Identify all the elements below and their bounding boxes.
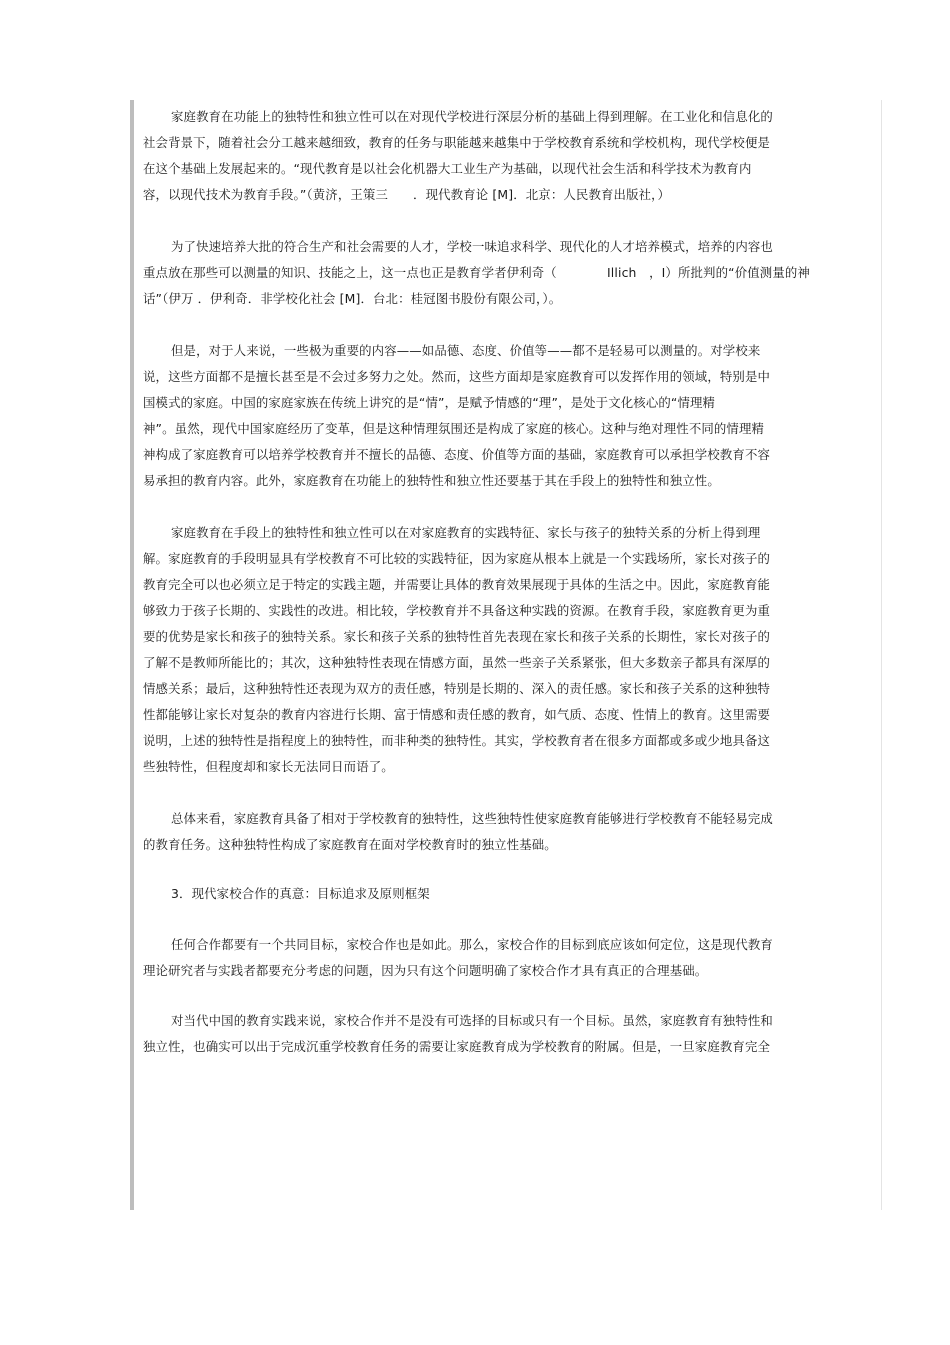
- article-body: [143, 104, 855, 1060]
- paragraph-3: [143, 338, 855, 494]
- text-line: 够致力于孩子长期的、实践性的改进。相比较，学校教育并不具备这种实践的资源。在教育手段，家庭教育更为重: [143, 603, 771, 618]
- text-line: 国模式的家庭。中国的家庭家族在传统上讲究的是“情”，是赋予情感的“理”，是处于文化核心的“情理精: [143, 395, 716, 410]
- text-line: 家庭教育在手段上的独特性和独立性可以在对家庭教育的实践特征、家长与孩子的独特关系的分析上得到理: [171, 525, 761, 540]
- text-line: 教育完全可以也必须立足于特定的实践主题，并需要让具体的教育效果展现于具体的生活之中。因此，家庭教育能: [143, 577, 771, 592]
- text-line: 为了快速培养大批的符合生产和社会需要的人才，学校一味追求科学、现代化的人才培养模式，培养的内容也: [171, 239, 773, 254]
- paragraph-7: [143, 1008, 855, 1060]
- text-line: 神构成了家庭教育可以培养学校教育并不擅长的品德、态度、价值等方面的基础，家庭教育可以承担学校教育不容: [143, 447, 771, 462]
- text-line: 情感关系；最后，这种独特性还表现为双方的责任感，特别是长期的、深入的责任感。家长和孩子关系的这种独特: [143, 681, 771, 696]
- text-line: 说，这些方面都不是擅长甚至是不会过多努力之处。然而，这些方面却是家庭教育可以发挥作用的领域，特别是中: [143, 369, 771, 384]
- text-line: 在这个基础上发展起来的。“现代教育是以社会化机器大工业生产为基础，以现代社会生活和科学技术为教育内: [143, 161, 752, 176]
- text-line: 的教育任务。这种独特性构成了家庭教育在面对学校教育时的独立性基础。: [143, 837, 557, 852]
- text-line: 容，以现代技术为教育手段。”（黄济，王策三 ．现代教育论 [M]．北京：人民教育出版社，）: [143, 187, 671, 202]
- text-line: 家庭教育在功能上的独特性和独立性可以在对现代学校进行深层分析的基础上得到理解。在工业化和信息化的: [171, 109, 773, 124]
- text-line: 社会背景下，随着社会分工越来越细致，教育的任务与职能越来越集中于学校教育系统和学校机构，现代学校便是: [143, 135, 771, 150]
- text-line: 要的优势是家长和孩子的独特关系。家长和孩子关系的独特性首先表现在家长和孩子关系的长期性，家长对孩子的: [143, 629, 771, 644]
- text-line: 但是，对于人来说，一些极为重要的内容——如品德、态度、价值等——都不是轻易可以测量的。对学校来: [171, 343, 761, 358]
- text-line: 了解不是教师所能比的；其次，这种独特性表现在情感方面，虽然一些亲子关系紧张，但大多数亲子都具有深厚的: [143, 655, 771, 670]
- left-border-bar: [130, 100, 134, 1210]
- text-line: 易承担的教育内容。此外，家庭教育在功能上的独特性和独立性还要基于其在手段上的独特性和独立性。: [143, 473, 720, 488]
- text-line: 些独特性，但程度却和家长无法同日而语了。: [143, 759, 394, 774]
- text-line: 性都能够让家长对复杂的教育内容进行长期、富于情感和责任感的教育，如气质、态度、性情上的教育。这里需要: [143, 707, 771, 722]
- text-line: 独立性，也确实可以出于完成沉重学校教育任务的需要让家庭教育成为学校教育的附属。但是，一旦家庭教育完全: [143, 1039, 771, 1054]
- paragraph-6: [143, 932, 855, 984]
- text-line: 重点放在那些可以测量的知识、技能之上，这一点也正是教育学者伊利奇（ Illich ，I）所批判的“价值测量的神: [143, 265, 810, 280]
- text-line: 解。家庭教育的手段明显具有学校教育不可比较的实践特征，因为家庭从根本上就是一个实践场所，家长对孩子的: [143, 551, 771, 566]
- text-line: 理论研究者与实践者都要充分考虑的问题，因为只有这个问题明确了家校合作才具有真正的合理基础。: [143, 963, 708, 978]
- text-line: 神”。虽然，现代中国家庭经历了变革，但是这种情理氛围还是构成了家庭的核心。这种与绝对理性不同的情理精: [143, 421, 765, 436]
- paragraph-2: [143, 234, 855, 312]
- text-line: 3．现代家校合作的真意：目标追求及原则框架: [171, 886, 430, 901]
- paragraph-5: [143, 806, 855, 858]
- paragraph-4: [143, 520, 855, 780]
- text-line: 对当代中国的教育实践来说，家校合作并不是没有可选择的目标或只有一个目标。虽然，家庭教育有独特性和: [171, 1013, 773, 1028]
- text-line: 说明，上述的独特性是指程度上的独特性，而非种类的独特性。其实，学校教育者在很多方面都或多或少地具备这: [143, 733, 771, 748]
- paragraph-1: [143, 104, 855, 208]
- text-line: 话”（伊万 ．伊利奇．非学校化社会 [M]．台北：桂冠图书股份有限公司，）。: [143, 291, 562, 306]
- text-line: 任何合作都要有一个共同目标，家校合作也是如此。那么，家校合作的目标到底应该如何定位，这是现代教育: [171, 937, 773, 952]
- right-border-line: [881, 100, 882, 1210]
- section-heading: [143, 881, 855, 907]
- text-line: 总体来看，家庭教育具备了相对于学校教育的独特性，这些独特性使家庭教育能够进行学校教育不能轻易完成: [171, 811, 773, 826]
